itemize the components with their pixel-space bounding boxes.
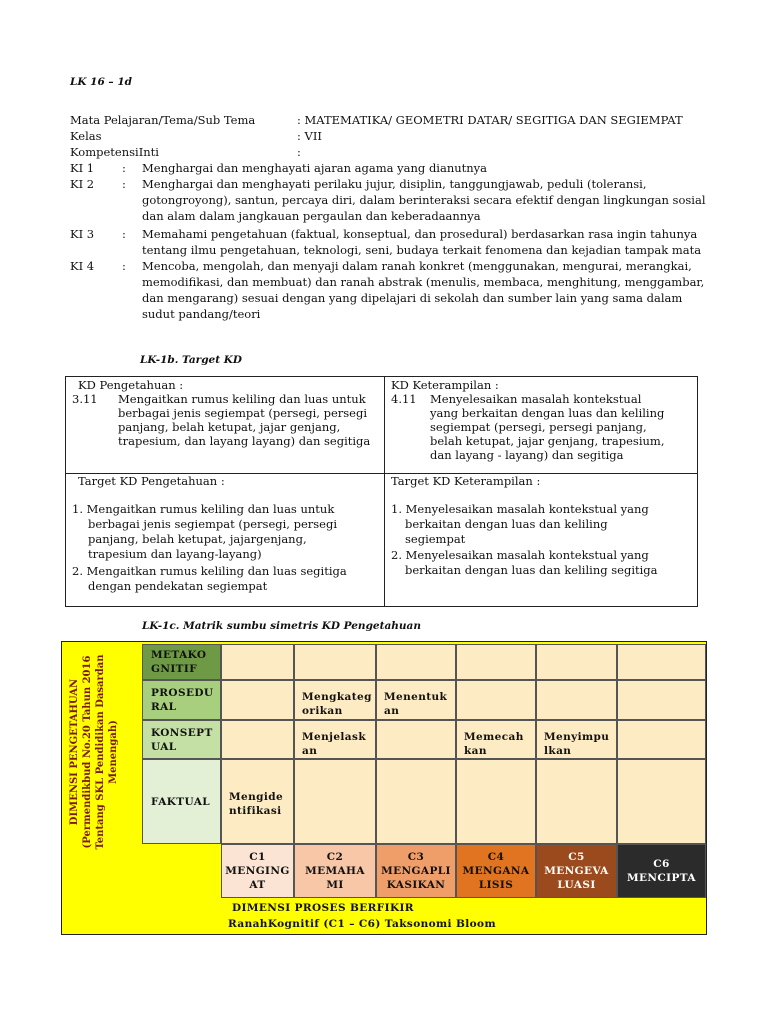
matrix-cell <box>536 759 617 844</box>
ki4-line: sudut pandang/teori <box>142 307 261 321</box>
kd-keterampilan-num: 4.11 <box>391 392 417 406</box>
row-label-text: FAKTUAL <box>151 795 211 808</box>
matrix-cell-line: Memecah <box>464 731 524 743</box>
target-pengetahuan-line: 1. Mengaitkan rumus keliling dan luas untuk <box>72 502 335 516</box>
matrix-cell <box>294 720 376 759</box>
column-header-text: MENGING <box>225 865 290 877</box>
ki2-line: gotongroyong), santun, percaya diri, dalam berinteraksi secara efektif dengan lingkungan sosial <box>142 193 706 207</box>
ki4-sep: : <box>122 259 126 273</box>
ki1-code: KI 1 <box>70 161 95 175</box>
matrix-cell-text <box>464 730 528 758</box>
matrix-cell <box>617 720 706 759</box>
matrix-cell <box>221 759 294 844</box>
matrix-cell <box>536 720 617 759</box>
matrix-cell-line: an <box>384 705 400 717</box>
class-label: Kelas <box>70 129 102 143</box>
target-kd-caption: LK-1b. Target KD <box>140 354 242 366</box>
kd-pengetahuan-head: KD Pengetahuan : <box>78 378 184 392</box>
ki4-line: dan mengarang) sesuai dengan yang dipelajari di sekolah dan sumber lain yang sama dalam <box>142 291 683 305</box>
matrix-cell <box>294 759 376 844</box>
ki2-line: dan alam dalam jangkauan pergaulan dan keberadaannya <box>142 209 481 223</box>
matrix-caption: LK-1c. Matrik sumbu simetris KD Pengetahuan <box>142 620 421 632</box>
target-pengetahuan-line: dengan pendekatan segiempat <box>88 579 268 593</box>
column-header-c1 <box>221 844 294 898</box>
class-value: : VII <box>297 129 322 143</box>
matrix-cell-line: lkan <box>544 745 572 757</box>
target-pengetahuan-head: Target KD Pengetahuan : <box>78 474 225 488</box>
subject-value: : MATEMATIKA/ GEOMETRI DATAR/ SEGITIGA DAN SEGIEMPAT <box>297 113 683 127</box>
target-keterampilan-line: 1. Menyelesaikan masalah kontekstual yang <box>391 502 649 516</box>
row-label-faktual <box>142 759 221 844</box>
kd-pengetahuan-line: berbagai jenis segiempat (persegi, persegi <box>118 406 368 420</box>
kd-keterampilan-line: Menyelesaikan masalah kontekstual <box>430 392 642 406</box>
matrix-cell <box>294 644 376 680</box>
kd-pengetahuan-line: Mengaitkan rumus keliling dan luas untuk <box>118 392 366 406</box>
matrix-cell <box>536 644 617 680</box>
row-label-metakognitif <box>142 644 221 680</box>
vertical-label-line: DIMENSI PENGETAHUAN <box>69 678 80 826</box>
matrix-cell <box>376 680 456 720</box>
matrix-cell <box>617 644 706 680</box>
matrix-cell <box>617 759 706 844</box>
footer-line: DIMENSI PROSES BERFIKIR <box>232 902 414 914</box>
column-header-text: LUASI <box>557 879 596 891</box>
matrix-cell-text <box>544 730 609 758</box>
kd-keterampilan-head: KD Keterampilan : <box>391 378 499 392</box>
matrix-cell <box>376 720 456 759</box>
kd-pengetahuan-num: 3.11 <box>72 392 98 406</box>
matrix-cell <box>376 759 456 844</box>
ki-heading-label: KompetensiInti <box>70 145 159 159</box>
ki4-code: KI 4 <box>70 259 95 273</box>
matrix-cell <box>294 680 376 720</box>
bloom-matrix <box>61 641 707 935</box>
ki2-line: Menghargai dan menghayati perilaku jujur, disiplin, tanggungjawab, peduli (toleransi, <box>142 177 647 191</box>
target-keterampilan-line: 2. Menyelesaikan masalah kontekstual yang <box>391 548 649 562</box>
row-label-text: PROSEDU <box>151 687 214 699</box>
target-keterampilan-line: segiempat <box>405 532 466 546</box>
row-label-text: KONSEPT <box>151 726 213 739</box>
target-pengetahuan-line: panjang, belah ketupat, jajargenjang, <box>88 532 307 546</box>
target-pengetahuan-line: berbagai jenis segiempat (persegi, persegi <box>88 517 338 531</box>
column-header-text: MENCIPTA <box>627 872 696 884</box>
column-header-text: MENGANA <box>462 865 530 877</box>
dimensi-pengetahuan-label <box>68 652 138 852</box>
kd-pengetahuan-line: panjang, belah ketupat, jajar genjang, <box>118 420 341 434</box>
column-header-text: C5 <box>568 851 585 863</box>
column-header-text: C3 <box>407 851 425 863</box>
row-label-text: GNITIF <box>151 663 198 675</box>
subject-label: Mata Pelajaran/Tema/Sub Tema <box>70 113 256 127</box>
column-header-c6 <box>617 844 706 898</box>
column-header-text: MENGEVA <box>544 865 609 877</box>
matrix-cell-text <box>302 690 372 718</box>
column-header-text: C6 <box>653 858 670 870</box>
matrix-cell-line: an <box>302 745 318 757</box>
matrix-cell <box>617 680 706 720</box>
kd-keterampilan-line: yang berkaitan dengan luas dan keliling <box>430 406 665 420</box>
matrix-cell-line: Menjelask <box>302 731 366 743</box>
matrix-cell <box>456 720 536 759</box>
column-header-text: MEMAHA <box>305 865 365 877</box>
ki4-line: memodifikasi, dan membuat) dan ranah abstrak (menulis, membaca, menghitung, menggambar, <box>142 275 705 289</box>
column-header-text: LISIS <box>478 879 514 891</box>
ki3-code: KI 3 <box>70 227 95 241</box>
row-label-prosedural <box>142 680 221 720</box>
kd-keterampilan-line: belah ketupat, jajar genjang, trapesium, <box>430 434 665 448</box>
column-header-text: MENGAPLI <box>381 865 451 877</box>
matrix-cell-line: ntifikasi <box>229 805 282 817</box>
column-header-text: AT <box>249 879 266 891</box>
matrix-cell <box>376 644 456 680</box>
vertical-label-line: Tentang SKL Pendidikan Dasardan <box>95 654 106 850</box>
target-keterampilan-line: berkaitan dengan luas dan keliling segitiga <box>405 563 658 577</box>
matrix-cell <box>456 644 536 680</box>
column-divider <box>384 377 385 606</box>
dimensi-proses-berfikir <box>228 900 496 932</box>
column-header-c5 <box>536 844 617 898</box>
ki1-text: Menghargai dan menghayati ajaran agama yang dianutnya <box>142 161 488 175</box>
row-label-konseptual <box>142 720 221 759</box>
ki1-sep: : <box>122 161 126 175</box>
column-header-text: KASIKAN <box>386 879 446 891</box>
column-header-text: C2 <box>326 851 344 863</box>
matrix-cell <box>536 680 617 720</box>
kd-pengetahuan-line: trapesium, dan layang layang) dan segitiga <box>118 434 371 448</box>
matrix-cell-line: Menyimpu <box>544 731 610 743</box>
column-header-c3 <box>376 844 456 898</box>
matrix-cell-line: Menentuk <box>384 691 448 703</box>
matrix-cell <box>456 759 536 844</box>
target-keterampilan-line: berkaitan dengan luas dan keliling <box>405 517 608 531</box>
matrix-cell-line: kan <box>464 745 487 757</box>
target-pengetahuan-line: 2. Mengaitkan rumus keliling dan luas segitiga <box>72 564 347 578</box>
kd-keterampilan-line: dan layang - layang) dan segitiga <box>430 448 624 462</box>
vertical-label-line: (Permendikbud No.20 Tahun 2016 <box>82 655 93 849</box>
kd-keterampilan-line: segiempat (persegi, persegi panjang, <box>430 420 647 434</box>
footer-line: RanahKognitif (C1 – C6) Taksonomi Bloom <box>228 918 496 930</box>
matrix-cell-line: Mengkateg <box>302 691 372 703</box>
matrix-cell <box>456 680 536 720</box>
ki2-sep: : <box>122 177 126 191</box>
matrix-cell <box>221 720 294 759</box>
target-pengetahuan-line: trapesium dan layang-layang) <box>88 547 262 561</box>
lk-title: LK 16 – 1d <box>70 76 132 88</box>
ki3-line: Memahami pengetahuan (faktual, konseptual, dan prosedural) berdasarkan rasa ingin tahunya <box>142 227 698 241</box>
row-label-text: METAKO <box>151 649 207 661</box>
ki3-sep: : <box>122 227 126 241</box>
matrix-cell-line: Mengide <box>229 791 284 803</box>
column-header-c4 <box>456 844 536 898</box>
ki3-line: tentang ilmu pengetahuan, teknologi, seni, budaya terkait fenomena dan kejadian tampak mata <box>142 243 702 257</box>
matrix-cell-text <box>229 790 286 818</box>
ki-heading-value: : <box>297 145 301 159</box>
matrix-cell-text <box>302 730 368 758</box>
ki2-code: KI 2 <box>70 177 95 191</box>
row-label-text: RAL <box>151 701 177 713</box>
column-header-text: C1 <box>249 851 266 863</box>
row-label-text: UAL <box>151 740 177 753</box>
ki4-line: Mencoba, mengolah, dan menyaji dalam ranah konkret (menggunakan, mengurai, merangkai, <box>142 259 692 273</box>
column-header-c2 <box>294 844 376 898</box>
column-header-text: C4 <box>487 851 505 863</box>
vertical-label-line: Menengah) <box>108 720 119 784</box>
matrix-cell-line: orikan <box>302 705 343 717</box>
target-keterampilan-head: Target KD Keterampilan : <box>391 474 541 488</box>
matrix-cell <box>221 644 294 680</box>
matrix-cell <box>221 680 294 720</box>
matrix-cell-text <box>384 690 448 718</box>
column-header-text: MI <box>326 879 344 891</box>
